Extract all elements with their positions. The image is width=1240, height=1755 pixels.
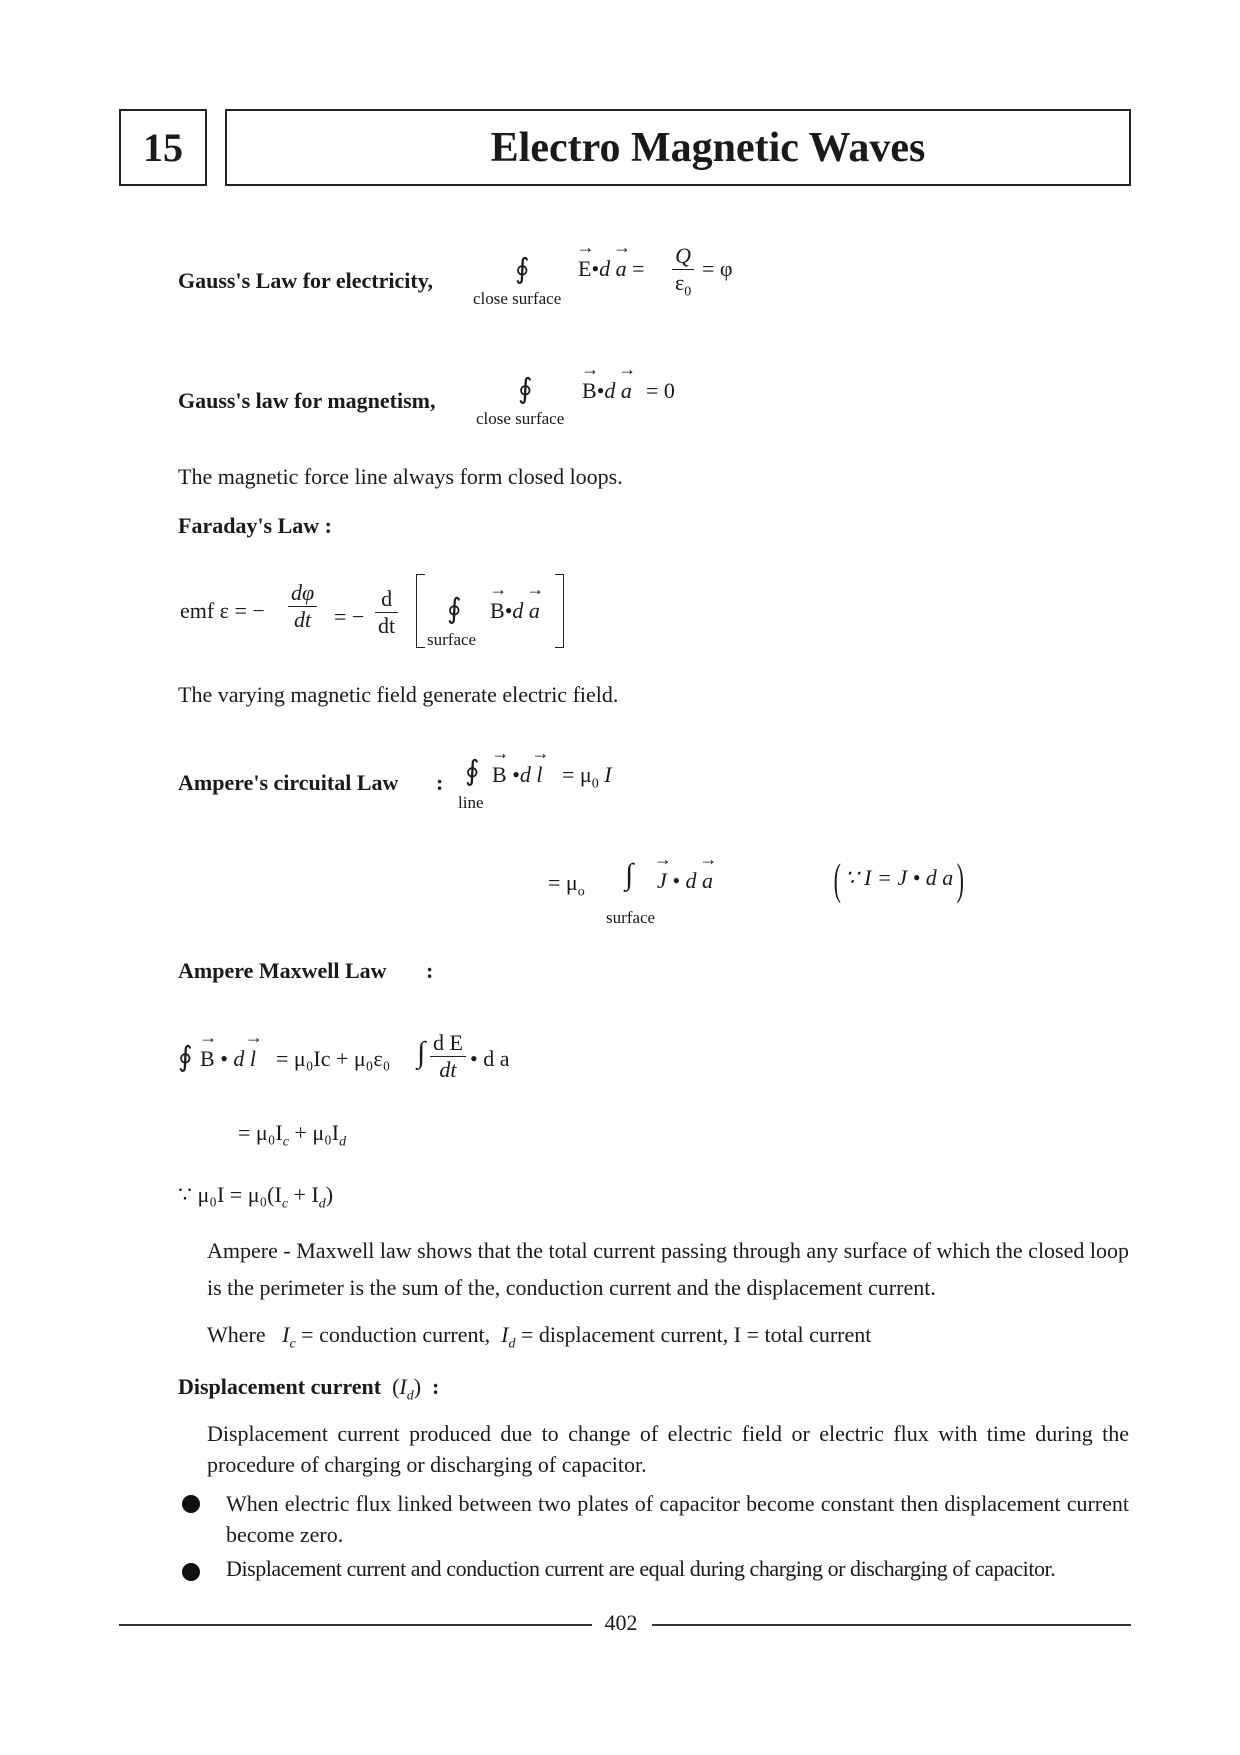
ampere-maxwell-colon: :	[426, 958, 434, 983]
faraday-fraction-1	[284, 580, 321, 633]
displacement-symbol-sub: d	[406, 1388, 414, 1404]
ampere-i: I	[604, 762, 612, 787]
faraday-prefix: emf ε = −	[180, 598, 265, 623]
chapter-number: 15	[143, 125, 183, 170]
integral-symbol: ∫	[417, 1036, 426, 1069]
gauss-electric-q: Q	[672, 243, 694, 270]
faraday-heading: Faraday's Law :	[178, 513, 332, 538]
faraday-den1: dt	[294, 607, 312, 632]
footer-rule-left	[119, 1624, 592, 1626]
gauss-electric-label: Gauss's Law for electricity,	[178, 268, 433, 293]
where-i-def: I = total current	[733, 1322, 872, 1347]
faraday-eq2: = −	[334, 604, 365, 629]
ampere-eq2-integrand: → J • d → a	[657, 868, 713, 894]
integral-symbol: ∫	[625, 858, 634, 891]
ampere-since-text: ∵ I = J • d a	[844, 865, 954, 891]
explanation-paragraph: Ampere - Maxwell law shows that the total current passing through any surface of which the closed loop is the perimeter is the sum of the, conduction current and the displacement current.	[207, 1238, 1129, 1300]
displacement-symbol: I	[399, 1374, 407, 1399]
am-eq3-plus: + I	[293, 1182, 319, 1207]
closed-integral-symbol: ∮	[178, 1042, 193, 1073]
am-eq1-fraction	[426, 1030, 470, 1083]
left-bracket	[416, 574, 425, 648]
am-eq1-den: dt	[439, 1057, 457, 1082]
am-eq3-c: c	[281, 1196, 289, 1212]
where-id-def: = displacement current,	[520, 1322, 729, 1347]
ampere-eq2-mu: = μ	[548, 870, 578, 895]
am-eq1-left: → B • d → l	[200, 1046, 256, 1072]
where-ic: I	[282, 1322, 290, 1347]
gauss-electric-result: = φ	[702, 256, 733, 281]
bullet-item: When electric flux linked between two plates of capacitor become constant then displacement current become zero.	[226, 1491, 1129, 1547]
where-ic-sub: c	[289, 1336, 296, 1352]
am-eq3-d: d	[318, 1196, 326, 1212]
closed-integral-symbol: ∮	[447, 594, 462, 625]
ampere-integrand: → B •d → l	[492, 762, 543, 788]
where-id-sub: d	[508, 1336, 516, 1352]
chapter-title-box	[225, 109, 1131, 186]
am-eq3-lead: ∵ μ₀I = μ₀(I	[178, 1182, 282, 1207]
gauss-electric-surface: close surface	[473, 289, 562, 308]
faraday-num1: dφ	[288, 580, 317, 607]
bullet-item: Displacement current and conduction current are equal during charging or discharging of capacitor.	[226, 1556, 1056, 1581]
gauss-electric-eps: ε	[675, 270, 685, 295]
gauss-electric-fraction	[668, 243, 698, 300]
chapter-title: Electro Magnetic Waves	[490, 124, 926, 171]
closed-loops-text: The magnetic force line always form closed loops.	[178, 464, 623, 489]
faraday-num2: d	[375, 586, 398, 613]
am-eq2-lead: = μ₀I	[238, 1120, 283, 1145]
ampere-line: line	[458, 793, 484, 812]
ampere-maxwell-heading: Ampere Maxwell Law	[178, 958, 387, 983]
displacement-colon: :	[432, 1374, 440, 1399]
am-eq1-tail: • d a	[470, 1046, 510, 1071]
am-eq3-close: )	[325, 1182, 334, 1207]
bullet-icon	[182, 1495, 200, 1513]
ampere-eq2-lead	[548, 870, 585, 900]
where-ic-def: = conduction current,	[301, 1322, 491, 1347]
gauss-electric-integrand: → E•d → a =	[578, 256, 645, 282]
where-id: I	[501, 1322, 509, 1347]
am-eq2	[238, 1120, 346, 1150]
footer-rule-right	[652, 1624, 1131, 1626]
varying-field-text: The varying magnetic field generate electric field.	[178, 682, 619, 707]
bullet-icon	[182, 1563, 200, 1581]
ampere-label: Ampere's circuital Law	[178, 770, 399, 795]
ampere-mu: = μ	[562, 762, 592, 787]
gauss-electric-eps-sub: 0	[684, 284, 692, 300]
gauss-magnetic-surface: close surface	[476, 409, 565, 428]
ampere-eq2-sub: o	[577, 884, 585, 900]
faraday-fraction-2	[371, 586, 402, 639]
ampere-since: ( ∵ I = J • d a)	[833, 855, 965, 904]
faraday-integrand: → B•d → a	[490, 598, 540, 624]
closed-integral-symbol: ∮	[515, 254, 530, 285]
closed-integral-symbol: ∮	[465, 756, 480, 787]
gauss-magnetic-label: Gauss's law for magnetism,	[178, 388, 436, 413]
gauss-magnetic-integrand: → B•d → a	[582, 378, 632, 404]
am-eq3	[178, 1182, 333, 1212]
am-eq1-num: d E	[430, 1030, 466, 1057]
chapter-number-box	[119, 109, 207, 186]
displacement-text: Displacement current produced due to change of electric field or electric flux with time during the procedure of charging or discharging of capacitor.	[207, 1421, 1129, 1477]
am-eq2-plus: + μ₀I	[294, 1120, 340, 1145]
am-eq1-mid: = μ₀Ic + μ₀ε₀	[276, 1046, 391, 1071]
am-eq2-d: d	[339, 1134, 347, 1150]
where-line	[207, 1322, 871, 1352]
closed-integral-symbol: ∮	[518, 374, 533, 405]
page-number: 402	[604, 1610, 638, 1635]
gauss-magnetic-result: = 0	[646, 378, 675, 403]
faraday-surface: surface	[427, 630, 477, 649]
faraday-den2: dt	[378, 613, 396, 638]
ampere-mu-sub: 0	[591, 776, 599, 792]
where-lead: Where	[207, 1322, 266, 1347]
right-bracket	[555, 574, 564, 648]
am-eq2-c: c	[282, 1134, 289, 1150]
ampere-eq2-surface: surface	[606, 908, 656, 927]
ampere-result	[562, 762, 612, 792]
ampere-colon: :	[436, 770, 444, 795]
displacement-heading-line: Displacement current $(I_d)$ :	[178, 1374, 440, 1404]
displacement-heading: Displacement current	[178, 1374, 382, 1399]
